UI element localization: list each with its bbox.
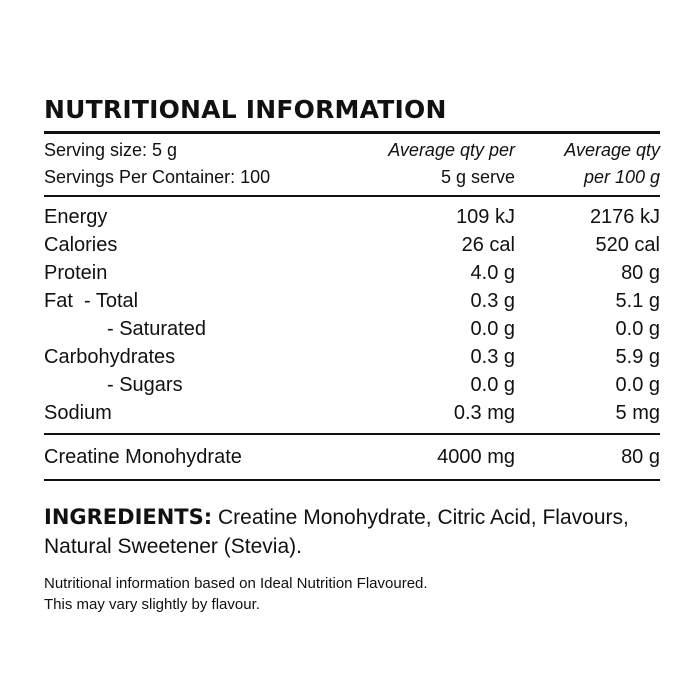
nutrient-row-fat-saturated bbox=[44, 315, 660, 343]
col-per-serve-heading-line2: 5 g serve bbox=[440, 167, 515, 187]
col-per-100g-heading-line1: Average qty bbox=[564, 140, 660, 160]
ingredients-statement bbox=[44, 503, 660, 561]
nutrition-title: NUTRITIONAL INFORMATION bbox=[44, 95, 447, 124]
header-row-1 bbox=[44, 137, 660, 164]
nutrient-row-energy bbox=[44, 203, 660, 231]
nutrient-name: Calories bbox=[44, 234, 118, 256]
footnote-line-2: This may vary slightly by flavour. bbox=[44, 596, 260, 613]
col-per-serve-heading-line1: Average qty per bbox=[388, 140, 515, 160]
footnote-line-1: Nutritional information based on Ideal Nutrition Flavoured. bbox=[44, 575, 428, 592]
nutrient-per-100g: 5 mg bbox=[615, 402, 660, 424]
nutrient-name: Sodium bbox=[44, 402, 112, 424]
nutrient-name: Creatine Monohydrate bbox=[44, 446, 242, 468]
nutrient-name: - Sugars bbox=[107, 374, 183, 396]
nutrient-per-serve: 0.3 mg bbox=[453, 402, 515, 424]
col-per-100g-heading-line2: per 100 g bbox=[583, 167, 660, 187]
nutrient-per-100g: 520 cal bbox=[595, 234, 660, 256]
creatine-divider-bottom bbox=[44, 479, 660, 481]
ingredients-label: INGREDIENTS: bbox=[44, 505, 213, 529]
nutrient-row-protein bbox=[44, 259, 660, 287]
nutrient-per-serve: 0.0 g bbox=[470, 374, 515, 396]
nutrient-row-creatine bbox=[44, 443, 660, 471]
table-header bbox=[44, 134, 660, 195]
nutrient-row-carbohydrates bbox=[44, 343, 660, 371]
nutrition-panel bbox=[44, 95, 660, 615]
nutrient-name: Protein bbox=[44, 262, 108, 284]
nutrient-name: Energy bbox=[44, 206, 108, 228]
nutrient-per-100g: 80 g bbox=[621, 446, 660, 468]
nutrient-per-100g: 5.1 g bbox=[615, 290, 660, 312]
nutrient-row-sugars bbox=[44, 371, 660, 399]
nutrient-per-serve: 0.3 g bbox=[470, 290, 515, 312]
nutrient-row-calories bbox=[44, 231, 660, 259]
nutrient-per-serve: 4000 mg bbox=[437, 446, 515, 468]
header-row-2 bbox=[44, 164, 660, 191]
nutrient-per-serve: 109 kJ bbox=[456, 206, 515, 228]
nutrient-row-fat-total bbox=[44, 287, 660, 315]
nutrient-row-sodium bbox=[44, 399, 660, 427]
nutrient-name: Fat - Total bbox=[44, 290, 139, 312]
nutrient-per-100g: 5.9 g bbox=[615, 346, 660, 368]
nutrient-per-100g: 0.0 g bbox=[615, 374, 660, 396]
creatine-section bbox=[44, 435, 660, 479]
serving-size: Serving size: 5 g bbox=[44, 140, 178, 160]
nutrient-per-100g: 80 g bbox=[621, 262, 660, 284]
nutrient-per-serve: 4.0 g bbox=[470, 262, 515, 284]
nutrient-per-serve: 26 cal bbox=[461, 234, 515, 256]
footnote bbox=[44, 573, 660, 615]
nutrient-per-100g: 2176 kJ bbox=[589, 206, 660, 228]
nutrient-per-serve: 0.3 g bbox=[470, 346, 515, 368]
nutrient-per-100g: 0.0 g bbox=[615, 318, 660, 340]
servings-per-container: Servings Per Container: 100 bbox=[44, 167, 271, 187]
ingredients-text: Creatine Monohydrate, Citric Acid, Flavours, Natural Sweetener (Stevia). bbox=[44, 506, 629, 558]
nutrient-name: Carbohydrates bbox=[44, 346, 176, 368]
nutrient-rows bbox=[44, 197, 660, 433]
nutrient-per-serve: 0.0 g bbox=[470, 318, 515, 340]
nutrient-name: - Saturated bbox=[107, 318, 206, 340]
